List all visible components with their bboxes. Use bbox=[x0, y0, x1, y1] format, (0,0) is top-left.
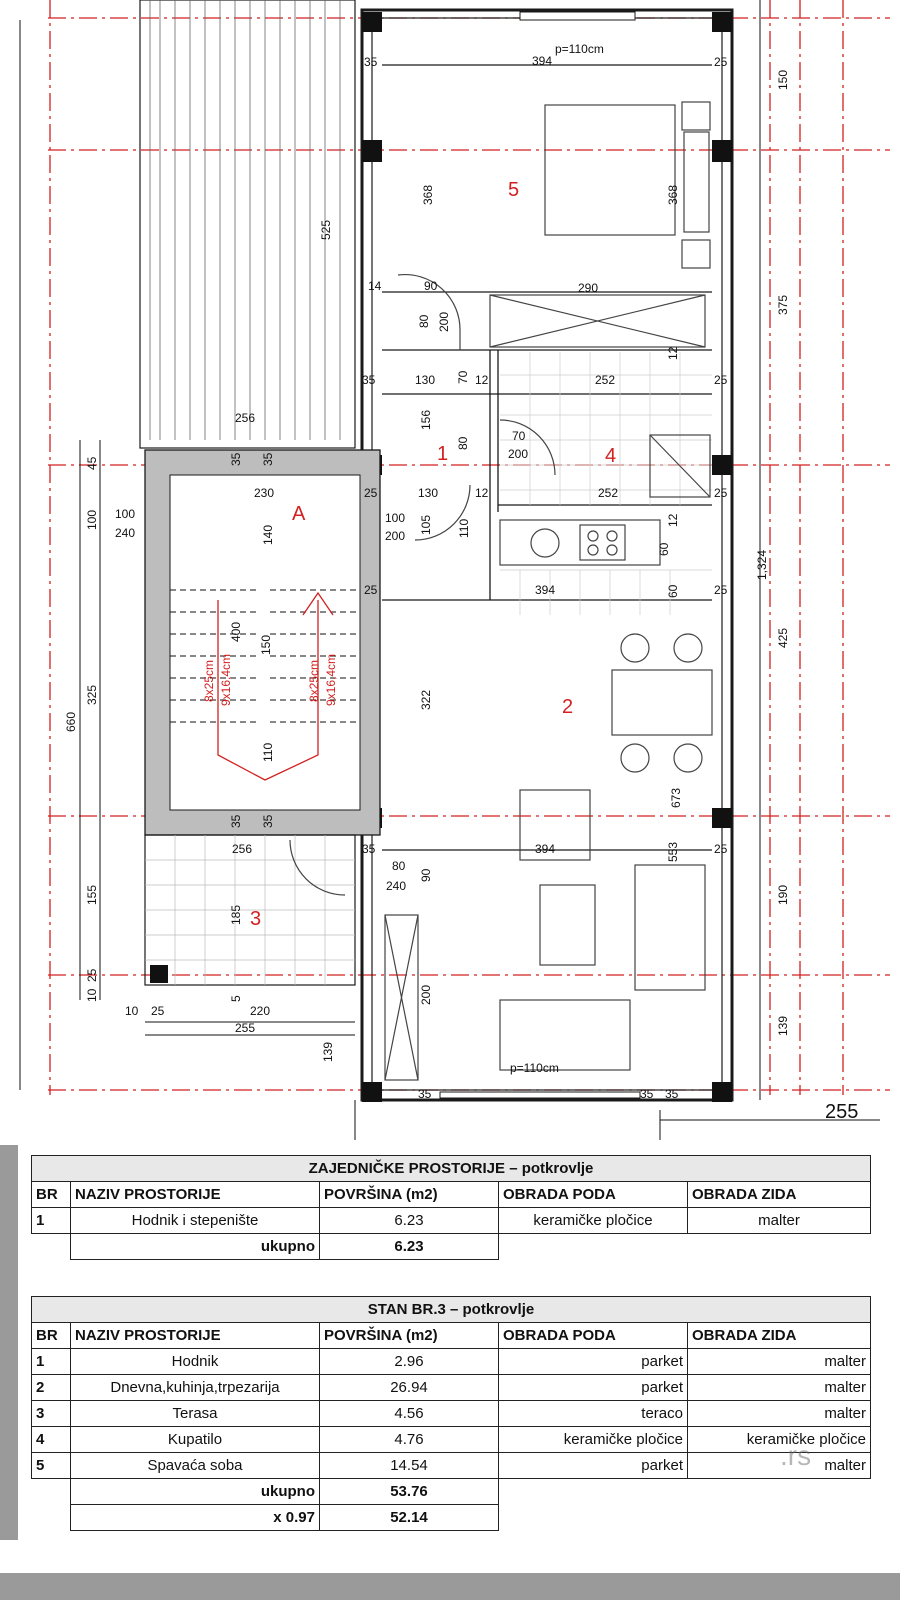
dim-label: 12 bbox=[666, 346, 680, 360]
dim-label: 25 bbox=[714, 55, 728, 69]
dim-label: 325 bbox=[85, 684, 99, 705]
total-value: 53.76 bbox=[320, 1479, 499, 1505]
table-row bbox=[32, 1208, 871, 1234]
dim-label: 100 bbox=[115, 507, 136, 521]
dim-label: 80 bbox=[456, 436, 470, 450]
dim-label: 110 bbox=[261, 742, 275, 762]
col-header: NAZIV PROSTORIJE bbox=[71, 1323, 320, 1349]
dim-label: 220 bbox=[250, 1004, 271, 1018]
stair-label: 8x25cm bbox=[307, 659, 321, 702]
dim-label: 394 bbox=[535, 583, 556, 597]
dim-label: 256 bbox=[232, 842, 253, 856]
dim-label: 394 bbox=[532, 54, 553, 68]
cell-floor: parket bbox=[499, 1349, 688, 1375]
stair-label: 8x25cm bbox=[202, 659, 216, 702]
dim-label: 255 bbox=[235, 1021, 256, 1035]
col-header: OBRADA PODA bbox=[499, 1323, 688, 1349]
dim-label: 394 bbox=[535, 842, 556, 856]
cell-name: Terasa bbox=[71, 1401, 320, 1427]
col-header: POVRŠINA (m2) bbox=[320, 1182, 499, 1208]
factor-value: 52.14 bbox=[320, 1505, 499, 1531]
dim-label: 80 bbox=[392, 859, 406, 873]
dim-label: 255 bbox=[825, 1101, 859, 1123]
cell-floor: keramičke pločice bbox=[499, 1208, 688, 1234]
watermark-suffix: .rs bbox=[780, 1440, 812, 1471]
dim-label: 25 bbox=[151, 1004, 165, 1018]
cell-floor: parket bbox=[499, 1453, 688, 1479]
col-header: NAZIV PROSTORIJE bbox=[71, 1182, 320, 1208]
col-header: OBRADA ZIDA bbox=[688, 1182, 871, 1208]
dim-label: 140 bbox=[261, 524, 275, 545]
dim-label: 5 bbox=[229, 995, 243, 1002]
dim-label: 25 bbox=[714, 842, 728, 856]
dim-label: 150 bbox=[776, 69, 790, 90]
dim-label: 35 bbox=[665, 1087, 679, 1101]
dim-label: 35 bbox=[229, 814, 243, 828]
dim-label: 90 bbox=[424, 279, 438, 293]
col-header: OBRADA ZIDA bbox=[688, 1323, 871, 1349]
cell-area: 4.76 bbox=[320, 1427, 499, 1453]
dim-label: 35 bbox=[364, 55, 378, 69]
cell-name: Hodnik bbox=[71, 1349, 320, 1375]
cell-wall: malter bbox=[688, 1453, 871, 1479]
dim-label: 156 bbox=[419, 409, 433, 430]
factor-label: x 0.97 bbox=[71, 1505, 320, 1531]
cell-br: 4 bbox=[32, 1427, 71, 1453]
dim-label: 70 bbox=[512, 429, 526, 443]
dim-label: 90 bbox=[419, 868, 433, 882]
dim-label: 70 bbox=[456, 370, 470, 384]
cell-wall: keramičke pločice bbox=[688, 1427, 871, 1453]
cell-floor: parket bbox=[499, 1375, 688, 1401]
dim-label: 35 bbox=[261, 452, 275, 466]
dim-label: p=110cm bbox=[510, 1061, 559, 1075]
dim-label: 12 bbox=[666, 513, 680, 527]
dim-label: 200 bbox=[419, 984, 433, 1005]
common-rooms-table bbox=[31, 1155, 871, 1260]
cell-floor: keramičke pločice bbox=[499, 1427, 688, 1453]
room-label-1: 1 bbox=[437, 443, 449, 465]
dim-label: 425 bbox=[776, 627, 790, 648]
cell-br: 5 bbox=[32, 1453, 71, 1479]
dim-label: 139 bbox=[321, 1041, 335, 1062]
total-label: ukupno bbox=[71, 1234, 320, 1260]
table-row bbox=[32, 1375, 871, 1401]
dim-label: 525 bbox=[319, 219, 333, 240]
dim-label: 200 bbox=[437, 311, 451, 332]
cell-area: 14.54 bbox=[320, 1453, 499, 1479]
bathroom-tiles bbox=[500, 352, 712, 615]
cell-name: Spavaća soba bbox=[71, 1453, 320, 1479]
dim-label: 200 bbox=[385, 529, 406, 543]
dim-label: 35 bbox=[418, 1087, 432, 1101]
dim-label: 100 bbox=[385, 511, 406, 525]
dim-label: 12 bbox=[475, 486, 489, 500]
room-label-A: A bbox=[292, 503, 306, 525]
cell-area: 2.96 bbox=[320, 1349, 499, 1375]
dim-label: 10 bbox=[125, 1004, 139, 1018]
dim-label: 25 bbox=[714, 486, 728, 500]
cell-name: Dnevna,kuhinja,trpezarija bbox=[71, 1375, 320, 1401]
dim-label: 110 bbox=[457, 518, 471, 538]
dim-label: 25 bbox=[364, 486, 378, 500]
cell-floor: teraco bbox=[499, 1401, 688, 1427]
factor-row bbox=[32, 1505, 871, 1531]
dim-label: 14 bbox=[368, 279, 382, 293]
dim-label: 35 bbox=[640, 1087, 654, 1101]
dim-label: 10 bbox=[85, 988, 99, 1002]
dim-label: 35 bbox=[362, 842, 376, 856]
dim-label: 368 bbox=[666, 184, 680, 205]
dim-label: 553 bbox=[666, 841, 680, 862]
col-header: POVRŠINA (m2) bbox=[320, 1323, 499, 1349]
total-row bbox=[32, 1479, 871, 1505]
dim-label: 1,324 bbox=[755, 549, 769, 580]
dim-label: 25 bbox=[714, 373, 728, 387]
dim-label: 155 bbox=[85, 884, 99, 905]
table-row bbox=[32, 1427, 871, 1453]
total-label: ukupno bbox=[71, 1479, 320, 1505]
total-value: 6.23 bbox=[320, 1234, 499, 1260]
cell-br: 1 bbox=[32, 1349, 71, 1375]
dim-label: 240 bbox=[115, 526, 136, 540]
dim-label: 150 bbox=[259, 634, 273, 655]
dim-label: 139 bbox=[776, 1015, 790, 1036]
dim-label: 230 bbox=[254, 486, 275, 500]
dim-label: 35 bbox=[261, 814, 275, 828]
cell-name: Kupatilo bbox=[71, 1427, 320, 1453]
cell-br: 2 bbox=[32, 1375, 71, 1401]
dim-label: 252 bbox=[598, 486, 619, 500]
dim-label: 252 bbox=[595, 373, 616, 387]
col-header: OBRADA PODA bbox=[499, 1182, 688, 1208]
table-title: STAN BR.3 – potkrovlje bbox=[32, 1297, 871, 1323]
dim-label: p=110cm bbox=[555, 42, 604, 56]
total-row bbox=[32, 1234, 871, 1260]
dim-label: 80 bbox=[417, 314, 431, 328]
stair-label: 9x16,4cm bbox=[219, 653, 233, 706]
dim-label: 105 bbox=[419, 514, 433, 535]
room-label-2: 2 bbox=[562, 696, 574, 718]
cell-wall: malter bbox=[688, 1349, 871, 1375]
dim-label: 190 bbox=[776, 884, 790, 905]
cell-area: 6.23 bbox=[320, 1208, 499, 1234]
dim-label: 60 bbox=[657, 542, 671, 556]
background-strip bbox=[0, 1145, 18, 1540]
dim-label: 375 bbox=[776, 294, 790, 315]
dim-label: 25 bbox=[85, 968, 99, 982]
dim-label: 100 bbox=[85, 509, 99, 530]
dim-label: 12 bbox=[475, 373, 489, 387]
cell-name: Hodnik i stepenište bbox=[71, 1208, 320, 1234]
dim-label: 35 bbox=[229, 452, 243, 466]
room-label-3: 3 bbox=[250, 908, 262, 930]
table-row bbox=[32, 1349, 871, 1375]
room-label-4: 4 bbox=[605, 445, 617, 467]
cell-wall: malter bbox=[688, 1401, 871, 1427]
dim-label: 368 bbox=[421, 184, 435, 205]
dim-label: 240 bbox=[386, 879, 407, 893]
dim-label: 400 bbox=[229, 621, 243, 642]
background-strip-bottom bbox=[0, 1573, 900, 1600]
dim-label: 60 bbox=[666, 584, 680, 598]
table-row bbox=[32, 1401, 871, 1427]
dim-label: 290 bbox=[578, 281, 599, 295]
dim-label: 130 bbox=[415, 373, 436, 387]
dim-label: 25 bbox=[364, 583, 378, 597]
room-label-5: 5 bbox=[508, 179, 520, 201]
col-header: BR bbox=[32, 1182, 71, 1208]
dim-label: 35 bbox=[362, 373, 376, 387]
stair-label: 9x16,4cm bbox=[324, 653, 338, 706]
cell-wall: malter bbox=[688, 1208, 871, 1234]
cell-area: 4.56 bbox=[320, 1401, 499, 1427]
dim-label: 322 bbox=[419, 689, 433, 710]
cell-br: 1 bbox=[32, 1208, 71, 1234]
table-title: ZAJEDNIČKE PROSTORIJE – potkrovlje bbox=[32, 1156, 871, 1182]
table-row bbox=[32, 1453, 871, 1479]
cell-wall: malter bbox=[688, 1375, 871, 1401]
dim-label: 660 bbox=[64, 711, 78, 732]
dim-label: 45 bbox=[85, 456, 99, 470]
dim-label: 130 bbox=[418, 486, 439, 500]
cell-br: 3 bbox=[32, 1401, 71, 1427]
dim-label: 25 bbox=[714, 583, 728, 597]
col-header: BR bbox=[32, 1323, 71, 1349]
apartment-table bbox=[31, 1296, 871, 1531]
dim-label: 673 bbox=[669, 787, 683, 808]
dim-label: 185 bbox=[229, 904, 243, 925]
dim-label: 200 bbox=[508, 447, 529, 461]
cell-area: 26.94 bbox=[320, 1375, 499, 1401]
dim-label: 256 bbox=[235, 411, 256, 425]
